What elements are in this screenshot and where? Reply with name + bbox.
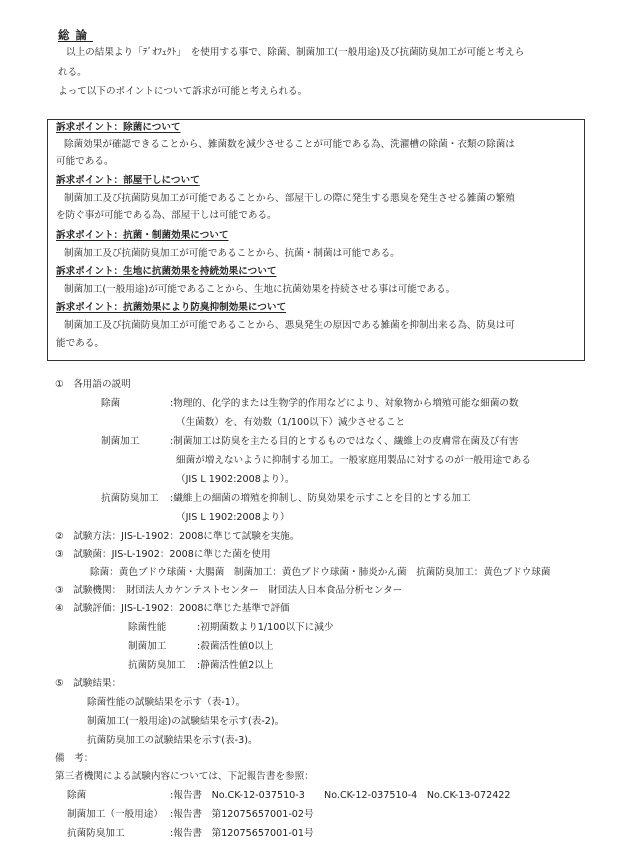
point-heading-2: 訴求ポイント：部屋干しについて: [56, 175, 200, 186]
test-method: ② 試験方法：JIS-L-1902：2008に準じて試験を実施。: [55, 531, 300, 542]
point-text: を防ぐ事が可能である為、部屋干しは可能である。: [56, 210, 277, 221]
summary-line-1: 以上の結果より「ﾃﾞｵﾌｪｸﾄ」 を使用する事で、除菌、制菌加工(一般用途)及び抗菌防臭加工が可能と考えら: [66, 47, 525, 58]
report-value: :報告書 第12075657001-02号: [170, 809, 314, 820]
point-heading-5: 訴求ポイント：抗菌効果により防臭抑制効果について: [56, 302, 287, 313]
point-heading-4: 訴求ポイント：生地に抗菌効果を持続効果について: [56, 266, 277, 277]
test-result-line: 除菌性能の試験結果を示す（表-1）。: [87, 697, 246, 708]
criteria-value: :静菌活性値2以上: [197, 660, 274, 671]
test-institution: ③ 試験機関： 財団法人カケンテストセンター 財団法人日本食品分析センター: [55, 585, 403, 596]
term-definition: 細菌が増えないように抑制する加工。一般家庭用製品に対するのが一般用途である: [176, 455, 531, 466]
criteria-value: :初期菌数より1/100以下に減少: [197, 622, 334, 633]
report-label: 除菌: [67, 790, 87, 801]
report-label: 制菌加工（一般用途）: [67, 809, 163, 820]
term-definition: （生菌数）を、有効数（1/100以下）減少させること: [176, 417, 406, 428]
point-text: 制菌加工及び抗菌防臭加工が可能であることから、悪臭発生の原因である雑菌を抑制出来る為、防臭は可: [64, 320, 515, 331]
report-label: 抗菌防臭加工: [67, 828, 125, 839]
test-bacteria: ③ 試験菌：JIS-L-1902：2008に準じた菌を使用: [55, 549, 271, 560]
test-results-heading: ⑤ 試験結果：: [55, 678, 122, 689]
term-definition: :物理的、化学的または生物学的作用などにより、対象物から増殖可能な細菌の数: [170, 398, 519, 409]
point-text: 制菌加工及び抗菌防臭加工が可能であることから、抗菌・制菌は可能である。: [64, 248, 400, 259]
point-text: 制菌加工及び抗菌防臭加工が可能であることから、部屋干しの際に発生する悪臭を発生させる雑菌の繁殖: [64, 193, 515, 204]
term-label: 制菌加工: [101, 436, 140, 447]
report-value: :報告書 第12075657001-01号: [170, 828, 314, 839]
terms-heading: ① 各用語の説明: [55, 379, 131, 390]
test-result-line: 抗菌防臭加工の試験結果を示す(表-3)。: [87, 735, 258, 746]
test-evaluation: ④ 試験評価：JIS-L-1902：2008に準じた基準で評価: [55, 603, 290, 614]
summary-title: 総論: [58, 28, 93, 42]
term-definition: :繊維上の細菌の増殖を抑制し、防臭効果を示すことを目的とする加工: [170, 493, 471, 504]
point-heading-3: 訴求ポイント：抗菌・制菌効果について: [56, 230, 229, 241]
criteria-label: 制菌加工: [128, 641, 167, 652]
test-result-line: 制菌加工(一般用途)の試験結果を示す(表-2)。: [87, 716, 285, 727]
test-bacteria-detail: 除菌：黄色ブドウ球菌・大腸菌 制菌加工：黄色ブドウ球菌・肺炎かん菌 抗菌防臭加工：黄色ブドウ球菌: [90, 567, 551, 578]
term-label: 抗菌防臭加工: [101, 493, 159, 504]
notes-intro: 第三者機関による試験内容については、下記報告書を参照：: [55, 771, 314, 782]
criteria-value: :殺菌活性値0以上: [197, 641, 274, 652]
summary-line-3: よって以下のポイントについて訴求が可能と考えられる。: [58, 86, 308, 97]
point-heading-1: 訴求ポイント：除菌について: [56, 122, 181, 133]
term-definition: :制菌加工は防臭を主たる目的とするものではなく、繊維上の皮膚常在菌及び有害: [170, 436, 519, 447]
term-definition: （JIS L 1902:2008より）: [176, 512, 290, 523]
notes-heading: 備 考：: [55, 753, 94, 764]
criteria-label: 抗菌防臭加工: [128, 660, 186, 671]
point-text: 可能である。: [56, 156, 114, 167]
term-label: 除菌: [101, 398, 121, 409]
term-definition: （JIS L 1902:2008より）。: [176, 474, 295, 485]
point-text: 能である。: [56, 338, 104, 349]
summary-line-2: れる。: [58, 67, 87, 78]
point-text: 制菌加工(一般用途)が可能であることから、生地に抗菌効果を持続させる事は可能である。: [64, 284, 456, 295]
report-value: :報告書 No.CK-12-037510-3 No.CK-12-037510-4 No.CK-13-072422: [170, 790, 511, 801]
point-text: 除菌効果が確認できることから、雑菌数を減少させることが可能である為、洗濯槽の除菌・衣類の除菌は: [64, 139, 515, 150]
criteria-label: 除菌性能: [128, 622, 167, 633]
